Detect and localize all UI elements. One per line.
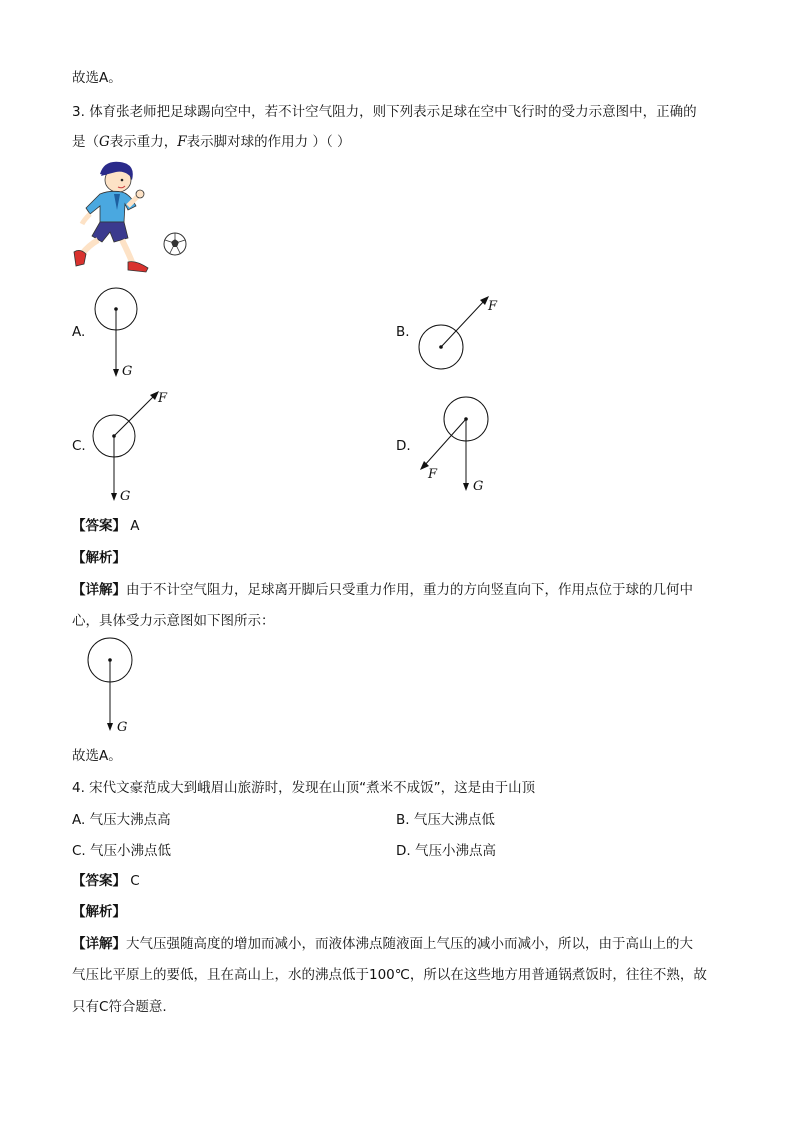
q3-detail-text1: 由于不计空气阻力，足球离开脚后只受重力作用，重力的方向竖直向下，作用点位于球的几何中 xyxy=(126,582,693,598)
option-a-g-label: G xyxy=(122,364,133,379)
q3-stem-line2 xyxy=(72,130,351,150)
option-b-diagram xyxy=(416,292,516,372)
q3-stem-text: 体育张老师把足球踢向空中，若不计空气阻力，则下列表示足球在空中飞行时的受力示意图中，正确的 xyxy=(89,104,697,120)
q4-answer-tag: 【答案】 xyxy=(72,873,126,889)
q4-analysis-tag: 【解析】 xyxy=(72,904,126,920)
q3-symbol-g: G xyxy=(99,134,110,150)
q3-stem-part-c: 表示脚对球的作用力 ）（ ） xyxy=(186,134,351,150)
option-c-label: C. xyxy=(72,438,86,454)
q4-answer-value: C xyxy=(130,873,140,889)
q3-detail-line2: 心，具体受力示意图如下图所示： xyxy=(72,613,275,629)
q4-detail-text1: 大气压强随高度的增加而减小，而液体沸点随液面上气压的减小而减小，所以，由于高山上的大 xyxy=(126,936,693,952)
q4-stem: 4. 宋代文豪范成大到峨眉山旅游时，发现在山顶“煮米不成饭”，这是由于山顶 xyxy=(72,780,536,796)
q4-answer xyxy=(72,869,140,889)
option-b-f-label: F xyxy=(488,299,498,314)
q3-answer-tag: 【答案】 xyxy=(72,518,126,534)
option-d-f-label: F xyxy=(428,467,438,482)
option-c-diagram xyxy=(92,388,182,508)
q3-answer-diagram xyxy=(85,636,145,736)
q3-detail-tag: 【详解】 xyxy=(72,582,126,598)
q3-answer-value: A xyxy=(130,518,140,534)
q4-detail-tag: 【详解】 xyxy=(72,936,126,952)
option-d-label: D. xyxy=(396,438,411,454)
q4-detail-line1 xyxy=(72,932,693,952)
q4-detail-line2: 气压比平原上的要低，且在高山上，水的沸点低于100℃，所以在这些地方用普通锅煮饭时，往往不熟，故 xyxy=(72,967,707,983)
q4-option-d: D. 气压小沸点高 xyxy=(396,843,496,859)
q3-analysis-tag: 【解析】 xyxy=(72,550,126,566)
q3-answer-g-label: G xyxy=(117,720,128,735)
q4-detail-line3: 只有C符合题意. xyxy=(72,999,167,1015)
q3-number: 3. xyxy=(72,104,85,120)
q4-option-a: A. 气压大沸点高 xyxy=(72,812,171,828)
option-a-label: A. xyxy=(72,324,86,340)
q4-option-c: C. 气压小沸点低 xyxy=(72,843,172,859)
option-a-diagram xyxy=(92,287,152,382)
option-d-g-label: G xyxy=(473,479,484,494)
q3-detail-line1 xyxy=(72,578,693,598)
q3-stem-line1 xyxy=(72,100,697,120)
prev-conclusion: 故选A。 xyxy=(72,70,122,86)
q3-stem-part-b: 表示重力， xyxy=(109,134,178,150)
option-b-label: B. xyxy=(396,324,410,340)
option-c-g-label: G xyxy=(120,489,131,504)
boy-kicking-ball-illustration xyxy=(70,160,200,275)
q3-answer xyxy=(72,514,140,534)
q3-stem-part-a: 是（ xyxy=(72,134,99,150)
option-d-diagram xyxy=(416,396,516,496)
q4-option-b: B. 气压大沸点低 xyxy=(396,812,495,828)
q3-conclusion: 故选A。 xyxy=(72,748,122,764)
option-c-f-label: F xyxy=(158,391,168,406)
q3-symbol-f: F xyxy=(177,134,187,150)
